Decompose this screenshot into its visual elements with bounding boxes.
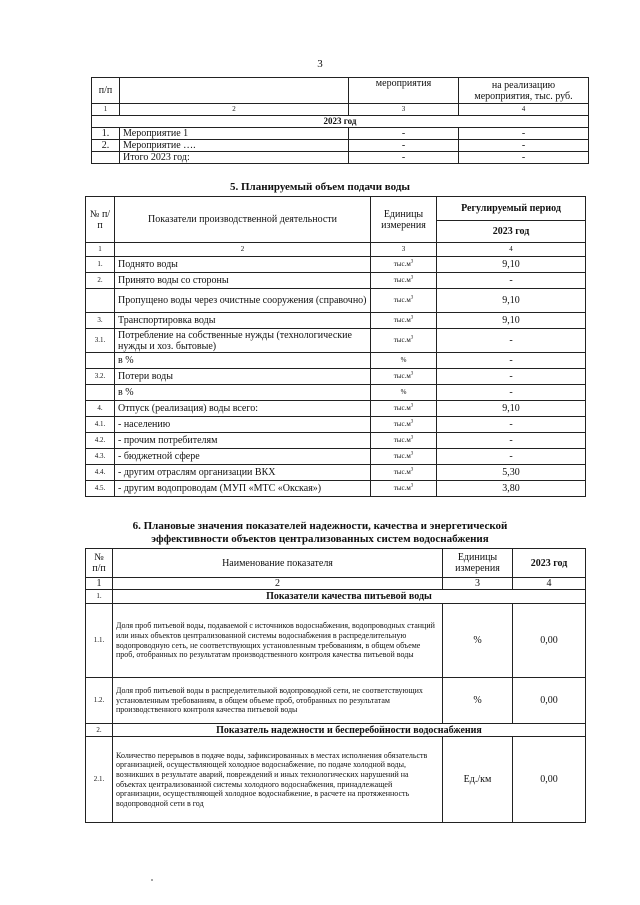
s6-r12-val: 0,00 [513,678,586,724]
s5-row-name: - прочим потребителям [115,433,371,449]
s5-row-unit [371,433,437,449]
s5-row-unit [371,329,437,353]
s5-row-name: Потребление на собственные нужды (технологические нужды и хоз. бытовые) [115,329,371,353]
s5-num-4: 4 [437,243,586,257]
t1-num-2: 2 [120,104,349,116]
table-row [92,140,589,152]
t1-row-name: Мероприятие 1 [120,128,349,140]
s5-head-period: Регулируемый период [437,197,586,221]
s5-row-name: Потери воды [115,369,371,385]
s5-row-val: - [437,369,586,385]
s5-row-num: 3. [86,313,115,329]
table-row [86,417,586,433]
s6-num-2: 2 [113,578,443,590]
s6-r21-num: 2.1. [86,737,113,823]
s5-head-indicators: Показатели производственной деятельности [115,197,371,243]
s5-unit-exponent: 3 [410,315,414,321]
s6-r11-unit: % [443,604,513,678]
s5-row-val: 9,10 [437,401,586,417]
s6-sec1-title: Показатели качества питьевой воды [113,590,586,604]
s6-head-name: Наименование показателя [113,549,443,578]
s5-row-unit [371,481,437,497]
s5-unit-exponent: 3 [410,335,414,341]
s5-row-val: - [437,329,586,353]
s6-sec2-title: Показатель надежности и бесперебойности водоснабжения [113,724,586,737]
s5-row-unit [371,385,437,401]
section-5-title: 5. Планируемый объем подачи воды [230,181,410,193]
s5-row-val: 9,10 [437,257,586,273]
t1-row-v1: - [349,152,459,164]
s6-r11-num: 1.1. [86,604,113,678]
s5-unit-exponent: 3 [410,435,414,441]
s5-unit-exponent: 3 [410,275,414,281]
s6-num-4: 4 [513,578,586,590]
s5-row-num [86,353,115,369]
s5-row-num [86,289,115,313]
s5-row-name: Транспортировка воды [115,313,371,329]
s5-unit-text: тыс.м [393,336,411,344]
s5-row-num: 4.1. [86,417,115,433]
s5-row-num: 4.3. [86,449,115,465]
s5-row-unit [371,289,437,313]
s5-row-val: 9,10 [437,289,586,313]
s5-row-val: 5,30 [437,465,586,481]
table-row [86,737,586,823]
table-row [86,329,586,353]
s5-row-num [86,385,115,401]
table-row [86,465,586,481]
s5-unit-exponent: 3 [410,259,414,265]
s5-unit-exponent: 3 [410,403,414,409]
s5-row-unit [371,369,437,385]
s5-head-units: Единицы измерения [371,197,437,243]
s5-row-name: Принято воды со стороны [115,273,371,289]
s5-row-name: в % [115,353,371,369]
s5-unit-text: тыс.м [393,276,411,284]
s5-num-1: 1 [86,243,115,257]
s6-head-units: Единицы измерения [443,549,513,578]
s5-unit-text: тыс.м [393,296,411,304]
s5-row-num: 4. [86,401,115,417]
events-table [91,77,589,164]
s5-unit-text: тыс.м [393,316,411,324]
s6-r11-text: Доля проб питьевой воды, подаваемой с источников водоснабжения, водопроводных станций или иных объектов централизованной системы водоснабжения в распределительную водопроводную сеть, не соответствующих установленным требованиям, в общем объеме проб, отобранных по результатам производственного контроля качества питьевой воды [113,604,443,678]
t1-head-np: п/п [92,78,120,104]
s5-unit-text: тыс.м [393,452,411,460]
s5-row-unit [371,353,437,369]
s5-row-num: 3.2. [86,369,115,385]
s5-row-unit [371,401,437,417]
s5-row-num: 1. [86,257,115,273]
s6-sec1-num: 1. [86,590,113,604]
s5-row-num: 4.2. [86,433,115,449]
t1-row-v2: - [459,128,589,140]
s5-row-unit [371,465,437,481]
s5-row-val: - [437,385,586,401]
s5-unit-exponent: 3 [410,371,414,377]
s5-num-2: 2 [115,243,371,257]
section-6-title-line2: эффективности объектов централизованных систем водоснабжения [151,533,489,545]
s5-row-num: 2. [86,273,115,289]
t1-row-name: Итого 2023 год: [120,152,349,164]
s5-row-num: 3.1. [86,329,115,353]
t1-row-num [92,152,120,164]
s5-unit-text: тыс.м [393,436,411,444]
s5-unit-text: тыс.м [393,260,411,268]
t1-num-4: 4 [459,104,589,116]
s6-head-np: № п/п [86,549,113,578]
s6-r21-unit: Ед./км [443,737,513,823]
s5-unit-exponent: 3 [410,295,414,301]
s5-unit-text: % [400,356,407,364]
t1-row-v1: - [349,128,459,140]
s5-row-name: Пропущено воды через очистные сооружения (справочно) [115,289,371,313]
table-row [86,433,586,449]
table-row [86,369,586,385]
water-volume-table [85,196,586,497]
s5-row-val: - [437,273,586,289]
table-row [86,604,586,678]
s5-row-unit [371,417,437,433]
table-row [86,449,586,465]
section-6-title-line1: 6. Плановые значения показателей надежности, качества и энергетической [132,520,508,532]
t1-num-1: 1 [92,104,120,116]
s5-num-3: 3 [371,243,437,257]
table-row [86,353,586,369]
s6-r21-text: Количество перерывов в подаче воды, зафиксированных в местах исполнения обязательств организацией, осуществляющей холодное водоснабжение, по подаче холодной воды, возникших в результате аварий, повреждений и иных технологических нарушений на объектах централизованной системы холодного водоснабжения, принадлежащей организации, осуществляющей холодное водоснабжение, в расчете на протяженность водопроводной сети в год [113,737,443,823]
s5-unit-text: тыс.м [393,404,411,412]
s5-row-val: - [437,433,586,449]
s6-r12-text: Доля проб питьевой воды в распределительной водопроводной сети, не соответствующих установленным требованиям, в общем объеме проб, отобранных по результатам производственного контроля качества питьевой воды [113,678,443,724]
table-row [92,152,589,164]
table-row [86,313,586,329]
s5-row-val: - [437,449,586,465]
s5-unit-exponent: 3 [410,467,414,473]
s6-num-3: 3 [443,578,513,590]
t1-row-v2: - [459,140,589,152]
s5-row-val: - [437,353,586,369]
s5-row-unit [371,449,437,465]
t1-row-num: 1. [92,128,120,140]
reliability-table [85,548,586,823]
s5-row-unit [371,313,437,329]
s5-row-unit [371,273,437,289]
s5-unit-exponent: 3 [410,419,414,425]
s5-row-num: 4.5. [86,481,115,497]
t1-head-cost: на реализацию мероприятия, тыс. руб. [459,78,589,104]
table-row [86,401,586,417]
s5-row-name: Отпуск (реализация) воды всего: [115,401,371,417]
t1-num-3: 3 [349,104,459,116]
s5-unit-text: тыс.м [393,468,411,476]
s5-unit-text: тыс.м [393,372,411,380]
t1-head-empty [120,78,349,104]
table-row [86,385,586,401]
s5-row-name: Поднято воды [115,257,371,273]
s5-unit-text: % [400,388,407,396]
s5-row-val: 9,10 [437,313,586,329]
s6-r21-val: 0,00 [513,737,586,823]
s5-unit-text: тыс.м [393,420,411,428]
s5-head-year: 2023 год [437,221,586,243]
s5-row-unit [371,257,437,273]
table-row [86,273,586,289]
s5-row-name: в % [115,385,371,401]
t1-year: 2023 год [92,116,589,128]
s6-r12-num: 1.2. [86,678,113,724]
scan-speck [151,879,153,881]
s5-unit-exponent: 3 [410,451,414,457]
s6-head-year: 2023 год [513,549,586,578]
s5-unit-exponent: 3 [410,483,414,489]
s5-row-val: - [437,417,586,433]
s5-row-name: - другим водопроводам (МУП «МТС «Окская») [115,481,371,497]
s5-row-name: - бюджетной сфере [115,449,371,465]
page-number: 3 [317,58,323,70]
s5-row-val: 3,80 [437,481,586,497]
table-row [86,289,586,313]
s5-row-name: - другим отраслям организации ВКХ [115,465,371,481]
t1-row-v1: - [349,140,459,152]
table-row [86,257,586,273]
t1-row-v2: - [459,152,589,164]
s6-sec2-num: 2. [86,724,113,737]
table-row [86,481,586,497]
s6-num-1: 1 [86,578,113,590]
t1-row-name: Мероприятие …. [120,140,349,152]
s5-unit-text: тыс.м [393,484,411,492]
table-row [92,128,589,140]
s6-r11-val: 0,00 [513,604,586,678]
s6-r12-unit: % [443,678,513,724]
s5-head-np: № п/п [86,197,115,243]
t1-head-event: мероприятия [349,78,459,104]
t1-row-num: 2. [92,140,120,152]
s5-row-name: - населению [115,417,371,433]
table-row [86,678,586,724]
s5-row-num: 4.4. [86,465,115,481]
